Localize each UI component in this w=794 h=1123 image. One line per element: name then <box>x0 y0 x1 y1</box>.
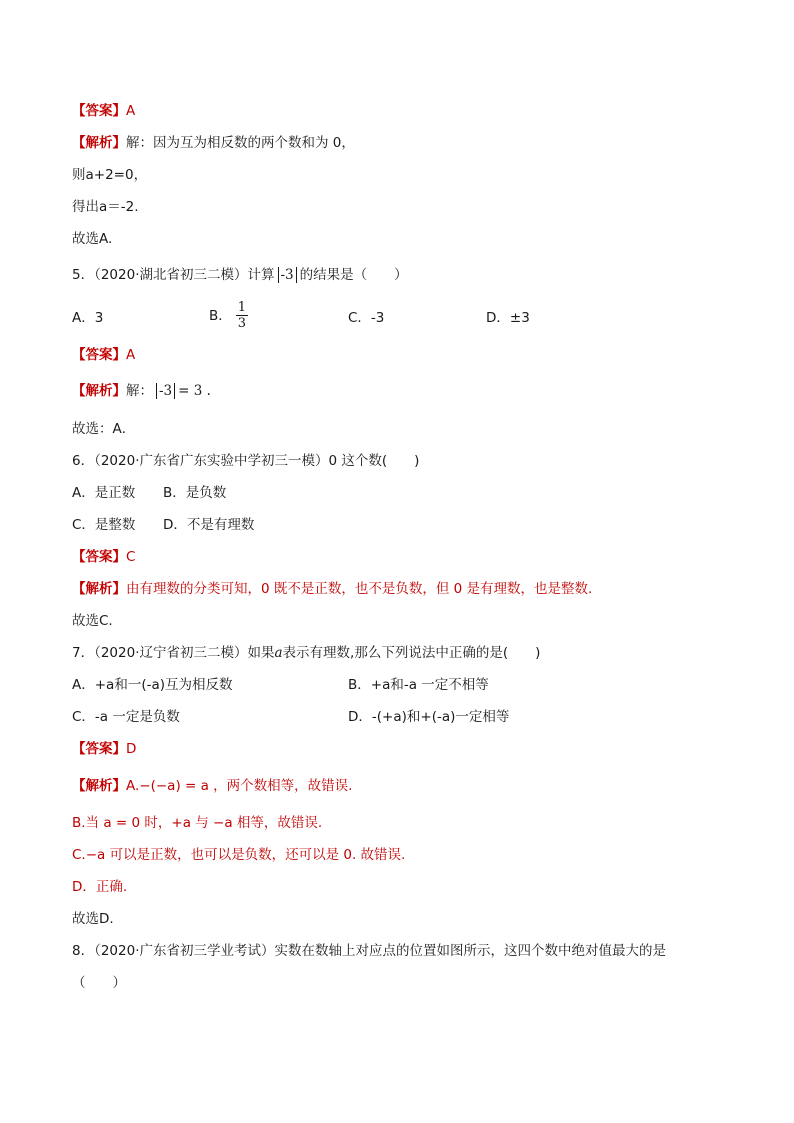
q6-analysis-line <box>72 579 592 599</box>
q4-step2: 得出a＝-2. <box>72 199 139 215</box>
q4-answer-line <box>72 101 135 121</box>
q5-option-d: D．±3 <box>486 310 530 326</box>
q7-stem <box>72 643 540 663</box>
q7-analysis-d: D．正确. <box>72 879 128 895</box>
q5-fraction-denominator: 3 <box>237 316 247 331</box>
q6-conclusion: 故选C. <box>72 613 113 629</box>
q6-option-c: C．是整数 <box>72 517 136 533</box>
q6-answer-line <box>72 547 135 567</box>
q7-conclusion: 故选D. <box>72 911 114 927</box>
q6-answer: C <box>126 549 136 565</box>
q4-analysis-line <box>72 133 355 153</box>
q8-stem-cont: （ ） <box>72 975 126 991</box>
q7-answer: D <box>126 741 137 757</box>
analysis-label: 【解析】 <box>72 778 126 794</box>
q7-answer-line <box>72 739 136 759</box>
q5-stem-prefix: 5．（2020·湖北省初三二模）计算 <box>72 267 275 283</box>
q4-conclusion: 故选A. <box>72 231 113 247</box>
q5-answer: A <box>126 347 136 363</box>
q5-option-c: C．-3 <box>348 310 385 326</box>
q7-stem-suffix: 表示有理数,那么下列说法中正确的是( ) <box>282 645 541 661</box>
analysis-label: 【解析】 <box>72 135 126 151</box>
answer-label: 【答案】 <box>72 741 126 757</box>
q4-step1: 则a+2=0， <box>72 167 148 183</box>
q7-analysis-a: A.−(−a) = a ，两个数相等，故错误. <box>126 778 353 794</box>
q7-option-d: D．-(+a)和+(-a)一定相等 <box>348 709 510 725</box>
q7-option-b: B．+a和-a 一定不相等 <box>348 677 489 693</box>
answer-label: 【答案】 <box>72 549 126 565</box>
q4-answer: A <box>126 103 136 119</box>
q6-stem: 6．（2020·广东省广东实验中学初三一模）0 这个数( ) <box>72 453 420 469</box>
answer-label: 【答案】 <box>72 347 126 363</box>
q5-answer-line <box>72 345 135 365</box>
q8-stem: 8．（2020·广东省初三学业考试）实数在数轴上对应点的位置如图所示，这四个数中绝对值最大的是 <box>72 943 666 959</box>
q7-stem-prefix: 7．（2020·辽宁省初三二模）如果 <box>72 645 275 661</box>
q6-option-b: B．是负数 <box>163 485 227 501</box>
q5-stem <box>72 265 408 285</box>
q5-fraction <box>236 300 248 331</box>
q6-analysis: 由有理数的分类可知，0 既不是正数，也不是负数，但 0 是有理数，也是整数. <box>126 581 593 597</box>
q5-option-a: A．3 <box>72 310 104 326</box>
q5-option-b <box>209 300 248 331</box>
q6-option-a: A．是正数 <box>72 485 136 501</box>
q6-option-d: D．不是有理数 <box>163 517 255 533</box>
q5-analysis-suffix: = 3 . <box>178 383 211 399</box>
q4-analysis-lead: 解：因为互为相反数的两个数和为 0， <box>126 135 355 151</box>
q7-analysis-line <box>72 776 352 796</box>
q5-analysis-prefix: 解： <box>126 383 153 399</box>
q5-option-b-prefix: B． <box>209 307 232 324</box>
q7-stem-var: a <box>274 645 283 661</box>
analysis-label: 【解析】 <box>72 383 126 399</box>
q7-analysis-b: B.当 a = 0 时，+a 与 −a 相等，故错误. <box>72 815 323 831</box>
q7-analysis-c: C.−a 可以是正数，也可以是负数，还可以是 0. 故错误. <box>72 847 406 863</box>
q5-fraction-numerator: 1 <box>237 300 247 315</box>
q5-conclusion: 故选：A． <box>72 421 136 437</box>
q5-abs-expression: -3 <box>278 267 297 283</box>
q7-option-c: C．-a 一定是负数 <box>72 709 180 725</box>
analysis-label: 【解析】 <box>72 581 126 597</box>
q5-analysis-line <box>72 381 211 401</box>
answer-label: 【答案】 <box>72 103 126 119</box>
q7-option-a: A．+a和一(-a)互为相反数 <box>72 677 233 693</box>
q5-stem-suffix: 的结果是（ ） <box>299 267 408 283</box>
q5-analysis-abs: -3 <box>156 383 175 399</box>
